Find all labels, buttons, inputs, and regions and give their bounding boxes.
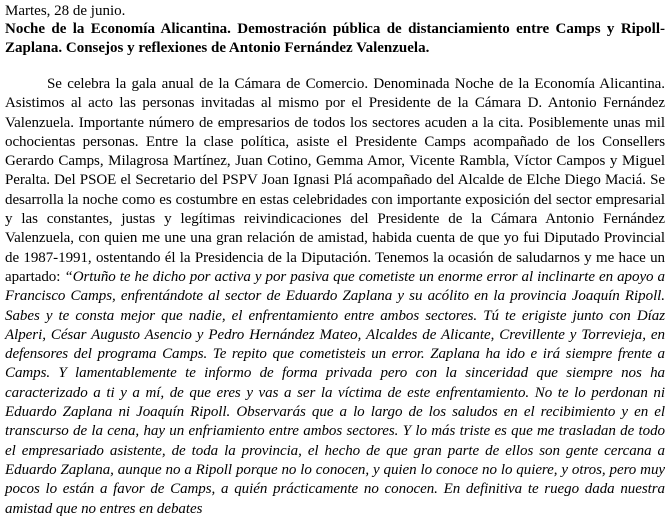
quoted-text: “Ortuño te he dicho por activa y por pasiva que cometiste un enorme error al inclinarte en apoyo a Francisco Camps, enfrentándote al sector de Eduardo Zaplana y su acólito en la provincia Joaquín Ripoll. Sabes y te consta mejor que nadie, el enfrentamiento entre ambos sectores. Tú te erigiste junto con Díaz Alperi, César Augusto Asencio y Pedro Hernández Mateo, Alcaldes de Alicante, Crevillente y Torrevieja, en defensores del programa Camps. Te repito que cometisteis un error. Zaplana ha ido e irá siempre frente a Camps. Y lamentablemente te informo de forma privada pero con la sinceridad que siempre nos ha caracterizado a ti y a mí, de que eres y vas a ser la víctima de este enfrentamiento. No te lo perdonan ni Eduardo Zaplana ni Joaquín Ripoll. Observarás que a lo largo de los saludos en el recibimiento y en el transcurso de la cena, hay un enfriamiento entre ambos sectores. Y lo más triste es que me trasladan de todo el empresariado asistente, de toda la provincia, el hecho de que gran parte de ellos son gente cercana a Eduardo Zaplana, aunque no a Ripoll porque no lo conocen, y quien lo conoce no lo quiere, y otros, pero muy pocos lo están a favor de Camps, a quién prácticamente no conocen. En definitiva te ruego dada nuestra amistad que no entres en debates [5,268,665,517]
body-paragraph [5,75,665,519]
intro-text: Se celebra la gala anual de la Cámara de Comercio. Denominada Noche de la Economía Alicantina. Asistimos al acto las personas invitadas al mismo por el Presidente de la Cámara D. Antonio Fernández Valenzuela. Importante número de empresarios de todos los sectores acuden a la cita. Posiblemente unas mil ochocientas personas. Entre la clase política, asiste el Presidente Camps acompañado de los Consellers Gerardo Camps, Milagrosa Martínez, Juan Cotino, Gemma Amor, Vicente Rambla, Víctor Campos y Miguel Peralta. Del PSOE el Secretario del PSPV Joan Ignasi Plá acompañado del Alcalde de Elche Diego Maciá. Se desarrolla la noche como es costumbre en estas celebridades con importante exposición del sector empresarial y las constantes, justas y legítimas reivindicaciones del Presidente de la Cámara Antonio Fernández Valenzuela, con quien me une una gran relación de amistad, habida cuenta de que yo fui Diputado Provincial de 1987-1991, ostentando él la Presidencia de la Diputación. Tenemos la ocasión de saludarnos y me hace un apartado: [5,76,665,285]
entry-date: Martes, 28 de junio. [5,3,126,19]
entry-headline: Noche de la Economía Alicantina. Demostración pública de distanciamiento entre Camps y Ripoll-Zaplana. Consejos y reflexiones de Antonio Fernández Valenzuela. [5,21,665,56]
